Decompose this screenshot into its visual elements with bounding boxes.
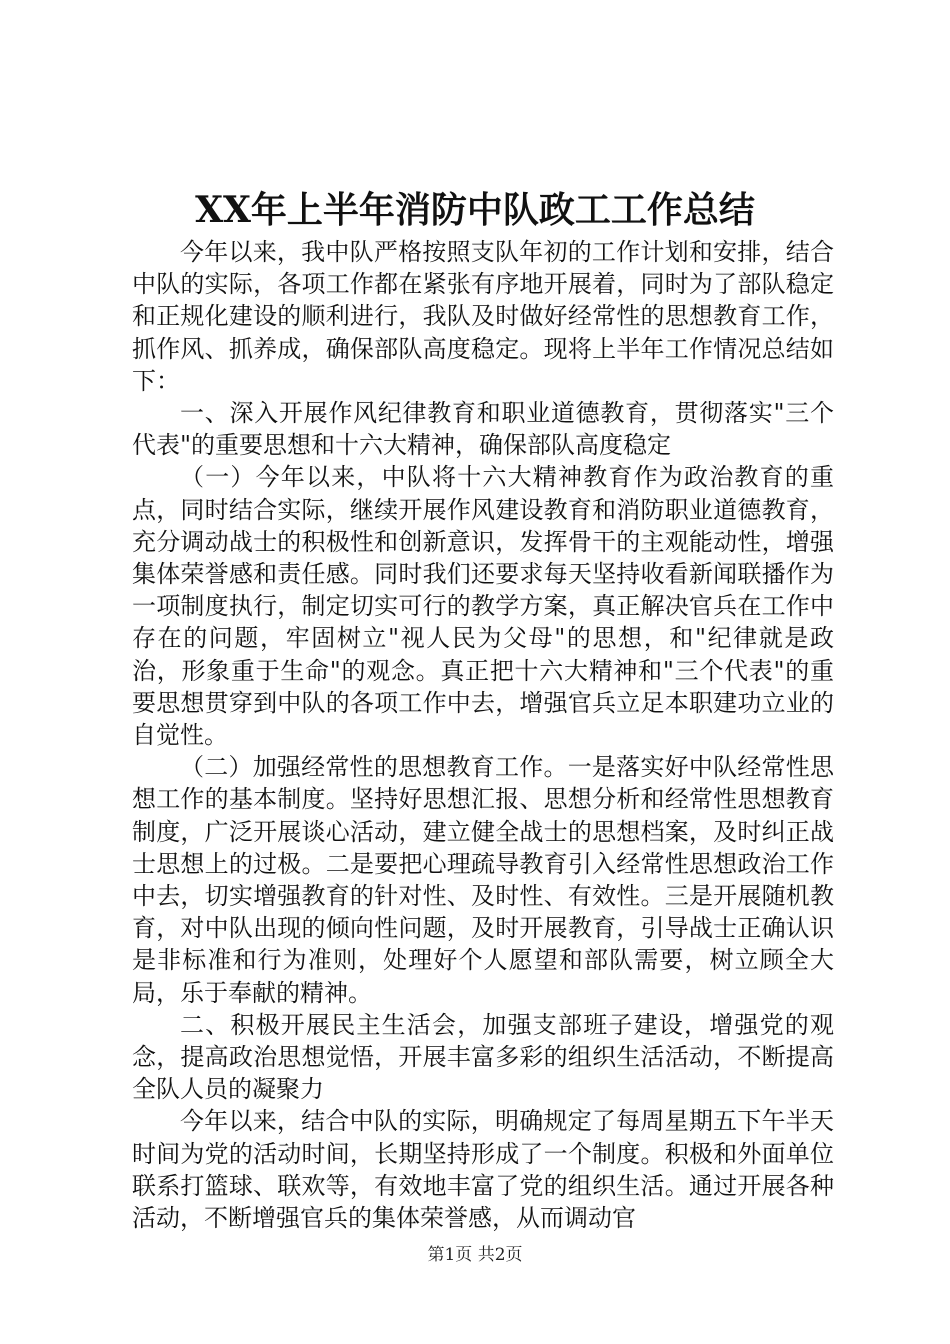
paragraph-section-2: 今年以来，结合中队的实际，明确规定了每周星期五下午半天时间为党的活动时间，长期坚持形成了一个制度。积极和外面单位联系打篮球、联欢等，有效地丰富了党的组织生活。通过开展各种活动，不断增强官兵的集体荣誉感，从而调动官 <box>132 1107 834 1233</box>
paragraph-section-1-part-2: （二）加强经常性的思想教育工作。一是落实好中队经常性思想工作的基本制度。坚持好思想汇报、思想分析和经常性思想教育制度，广泛开展谈心活动，建立健全战士的思想档案，及时纠正战士思想上的过极。二是要把心理疏导教育引入经常性思想政治工作中去，切实增强教育的针对性、及时性、有效性。三是开展随机教育，对中队出现的倾向性问题，及时开展教育，引导战士正确认识是非标准和行为准则，处理好个人愿望和部队需要，树立顾全大局，乐于奉献的精神。 <box>132 753 834 1007</box>
heading-section-1: 一、深入开展作风纪律教育和职业道德教育，贯彻落实"三个代表"的重要思想和十六大精神，确保部队高度稳定 <box>132 399 834 460</box>
page-number: 第1页 共2页 <box>427 1245 523 1265</box>
document-title: XX年上半年消防中队政工工作总结 <box>195 189 755 231</box>
heading-section-2: 二、积极开展民主生活会，加强支部班子建设，增强党的观念，提高政治思想觉悟，开展丰富多彩的组织生活活动，不断提高全队人员的凝聚力 <box>132 1010 834 1104</box>
paragraph-intro: 今年以来，我中队严格按照支队年初的工作计划和安排，结合中队的实际，各项工作都在紧张有序地开展着，同时为了部队稳定和正规化建设的顺利进行，我队及时做好经常性的思想教育工作，抓作风、抓养成，确保部队高度稳定。现将上半年工作情况总结如下： <box>132 238 834 395</box>
paragraph-section-1-part-1: （一）今年以来，中队将十六大精神教育作为政治教育的重点，同时结合实际，继续开展作风建设教育和消防职业道德教育，充分调动战士的积极性和创新意识，发挥骨干的主观能动性，增强集体荣誉感和责任感。同时我们还要求每天坚持收看新闻联播作为一项制度执行，制定切实可行的教学方案，真正解决官兵在工作中存在的问题，牢固树立"视人民为父母"的思想，和"纪律就是政治，形象重于生命"的观念。真正把十六大精神和"三个代表"的重要思想贯穿到中队的各项工作中去，增强官兵立足本职建功立业的自觉性。 <box>132 463 834 750</box>
document-body <box>132 236 834 1234</box>
